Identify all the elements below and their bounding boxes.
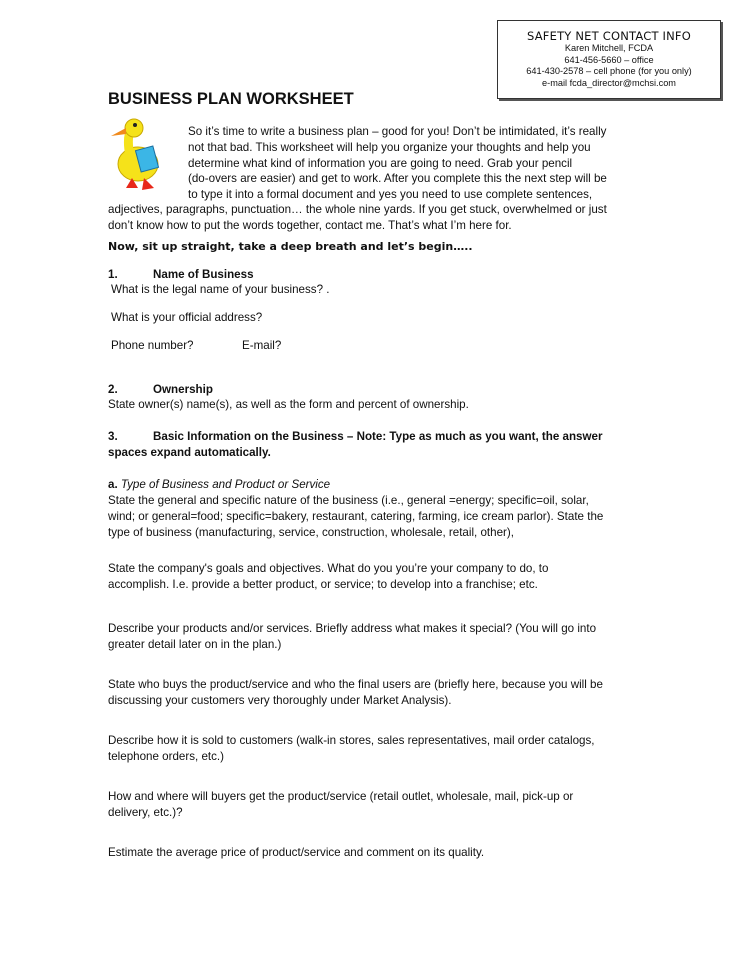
question-line: wind; or general=food; specific=bakery, restaurant, catering, farming, ice cream parlor). State the xyxy=(108,510,604,523)
question-distribution xyxy=(108,789,573,820)
duck-clipart-icon xyxy=(108,116,172,192)
intro-line: to type it into a formal document and yes you need to use complete sentences, xyxy=(188,188,593,201)
question-line: State the general and specific nature of the business (i.e., general =energy; specific=oil, solar, xyxy=(108,494,589,507)
section-title: Basic Information on the Business – Note: Type as much as you want, the answer xyxy=(153,430,603,443)
question-price xyxy=(108,845,484,861)
contact-cell: 641-430-2578 – cell phone (for you only) xyxy=(526,66,692,76)
question-goals xyxy=(108,561,548,592)
question-sales xyxy=(108,733,594,764)
question-line: accomplish. I.e. provide a better product, or service; to develop into a franchise; etc. xyxy=(108,577,538,591)
question-address: What is your official address? xyxy=(111,311,263,324)
question-line: How and where will buyers get the product/service (retail outlet, wholesale, mail, pick-up or xyxy=(108,790,574,803)
question-line: Describe how it is sold to customers (walk-in stores, sales representatives, mail order catalogs, xyxy=(108,734,595,747)
question-buyers xyxy=(108,677,603,708)
section-1-heading xyxy=(108,267,254,283)
question-line: State the company's goals and objectives. What do you you’re your company to do, to xyxy=(108,562,549,575)
contact-name: Karen Mitchell, FCDA xyxy=(564,43,654,53)
question-products xyxy=(108,621,596,652)
contact-info-box xyxy=(497,20,721,99)
section-number: 3. xyxy=(108,430,118,443)
section-title: Name of Business xyxy=(153,268,254,281)
question-line: discussing your customers very thoroughly under Market Analysis). xyxy=(108,693,452,707)
question-email: E-mail? xyxy=(242,339,282,352)
begin-line: Now, sit up straight, take a deep breath and let’s begin….. xyxy=(108,240,473,253)
section-2-heading xyxy=(108,382,213,398)
question-line: delivery, etc.)? xyxy=(108,805,183,819)
question-phone: Phone number? xyxy=(111,339,194,352)
intro-line: don’t know how to put the words together, contact me. That’s what I’m here for. xyxy=(108,219,512,232)
section-number: 2. xyxy=(108,383,118,396)
section-number: 1. xyxy=(108,268,118,281)
section-3-heading xyxy=(108,429,602,445)
question-line: Estimate the average price of product/service and comment on its quality. xyxy=(108,846,485,859)
section-3-heading-cont: spaces expand automatically. xyxy=(108,446,271,459)
section-title: Ownership xyxy=(153,383,213,396)
page-title: BUSINESS PLAN WORKSHEET xyxy=(108,90,354,108)
subsection-title: Type of Business and Product or Service xyxy=(120,478,331,491)
subsection-label: a. xyxy=(108,478,118,491)
intro-line: not that bad. This worksheet will help you organize your thoughts and help you xyxy=(188,141,591,154)
question-line: telephone orders, etc.) xyxy=(108,749,225,763)
question-line: type of business (manufacturing, service, construction, wholesale, retail, other), xyxy=(108,526,514,539)
subsection-a-heading xyxy=(108,477,330,493)
intro-line: (do-overs are easier) and get to work. After you complete this the next step will be xyxy=(188,172,607,185)
question-line: State who buys the product/service and who the final users are (briefly here, because you will be xyxy=(108,678,603,691)
question-ownership: State owner(s) name(s), as well as the form and percent of ownership. xyxy=(108,398,469,411)
intro-line: determine what kind of information you are going to need. Grab your pencil xyxy=(188,157,573,170)
contact-office: 641-456-5660 – office xyxy=(564,54,654,65)
question-line: Describe your products and/or services. Briefly address what makes it special? (You will go into xyxy=(108,622,597,635)
intro-line: adjectives, paragraphs, punctuation… the whole nine yards. If you get stuck, overwhelmed or just xyxy=(108,203,607,216)
intro-line: So it’s time to write a business plan – good for you! Don’t be intimidated, it’s really xyxy=(188,125,607,138)
question-legal-name: What is the legal name of your business? . xyxy=(111,283,330,296)
contact-title: SAFETY NET CONTACT INFO xyxy=(527,29,691,43)
contact-email: e-mail fcda_director@mchsi.com xyxy=(542,77,676,88)
question-line: greater detail later on in the plan.) xyxy=(108,637,282,651)
